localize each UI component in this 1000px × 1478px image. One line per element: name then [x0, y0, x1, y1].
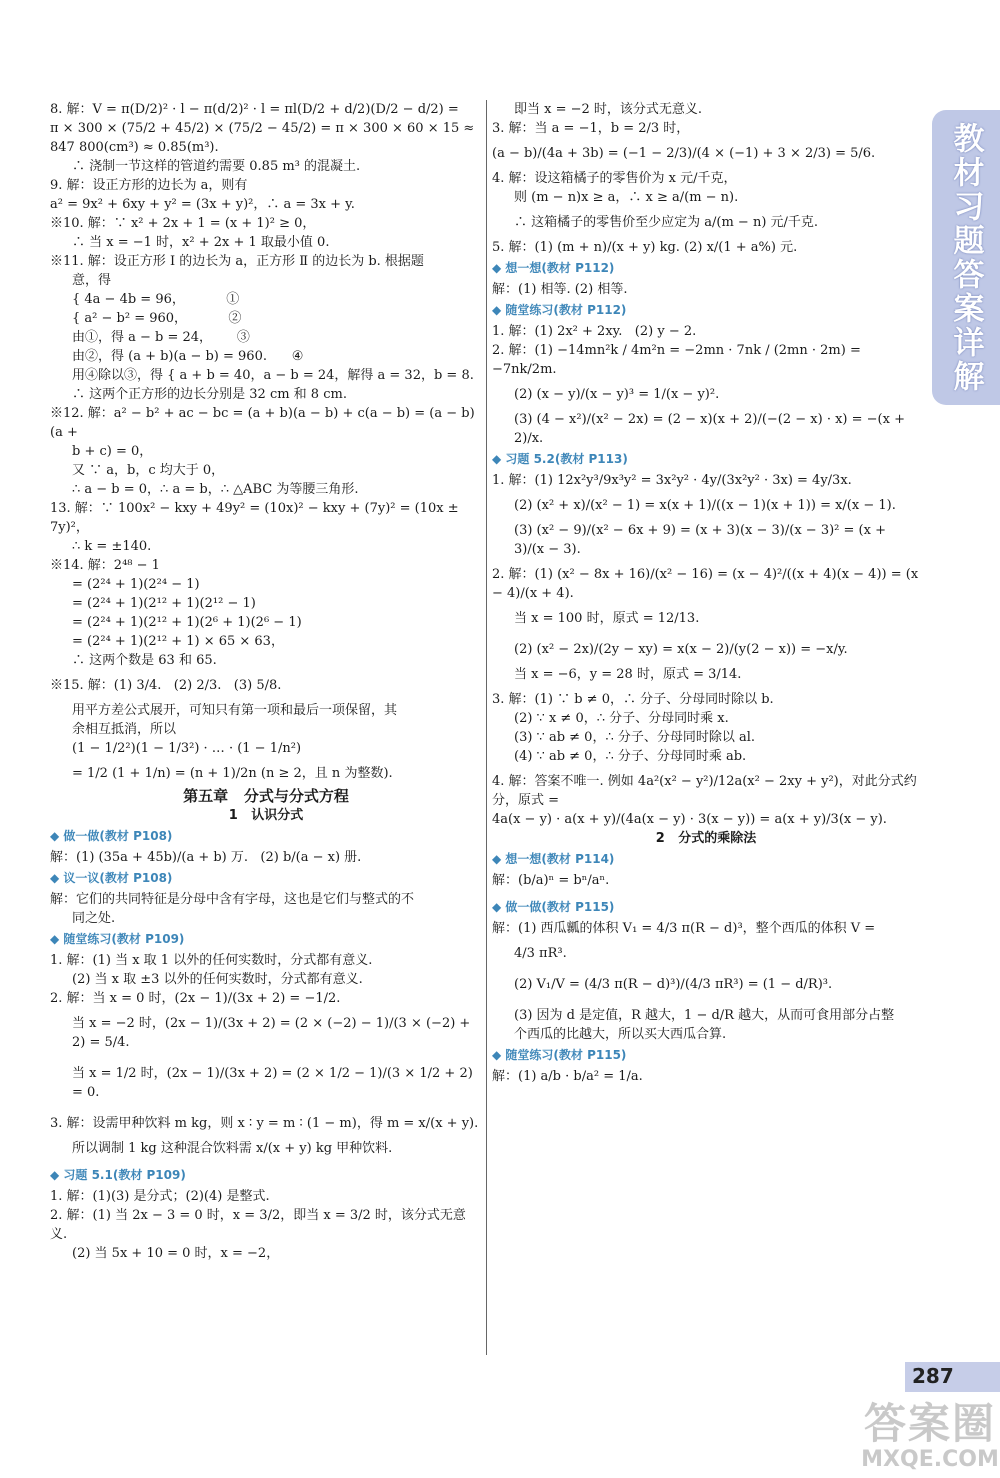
spacer	[492, 890, 920, 896]
spacer	[492, 963, 920, 975]
text-line: 3. 解：设需甲种饮料 m kg，则 x ∶ y = m ∶ (1 − m)，得 m = x/(x + y).	[50, 1116, 479, 1131]
text-line: 当 x = 100 时，原式 = 12/13.	[514, 611, 700, 626]
spacer	[50, 1102, 482, 1114]
text-line: ∴ 浇制一节这样的管道约需要 0.85 m³ 的混凝土.	[72, 159, 361, 174]
text-line: 个西瓜的比越大，所以买大西瓜合算.	[514, 1027, 727, 1042]
text-line: 1. 解：(1)(3) 是分式；(2)(4) 是整式.	[50, 1189, 270, 1204]
text-line: 用④除以③，得 { a + b = 40，a − b = 24，解得 a = 32，b = 8.	[72, 368, 474, 383]
text-line: ※15. 解：(1) 3/4. (2) 2/3. (3) 5/8.	[50, 678, 282, 693]
text-line: 9. 解：设正方形的边长为 a，则有	[50, 178, 248, 193]
text-line: 解：(1) a/b · b/a² = 1/a.	[492, 1069, 643, 1084]
section-heading: ◆ 习题 5.1(教材 P109)	[50, 1166, 482, 1185]
section-heading: ◆ 随堂练习(教材 P109)	[50, 930, 482, 949]
text-line: (2) 当 5x + 10 = 0 时，x = −2，	[72, 1246, 280, 1261]
column-divider	[486, 100, 487, 1355]
watermark-url: MXQE.COM	[861, 1447, 999, 1472]
section-heading: ◆ 做一做(教材 P115)	[492, 898, 920, 917]
text-line: 4. 解：设这箱橘子的零售价为 x 元/千克，	[492, 171, 737, 186]
text-line: = 1/2 (1 + 1/n) = (n + 1)/2n (n ≥ 2，且 n 为整数).	[72, 766, 393, 781]
text-line: (3) ∵ ab ≠ 0，∴ 分子、分母同时除以 al.	[514, 730, 756, 745]
chapter-title: 第五章 分式与分式方程	[183, 787, 349, 805]
text-line: = (2²⁴ + 1)(2²⁴ − 1)	[72, 577, 200, 592]
section-heading: ◆ 习题 5.2(教材 P113)	[492, 450, 920, 469]
section-heading: ◆ 做一做(教材 P108)	[50, 827, 482, 846]
text-line: = (2²⁴ + 1)(2¹² + 1) × 65 × 63，	[72, 634, 284, 649]
text-line: 3. 解：(1) ∵ b ≠ 0，∴ 分子、分母同时除以 b.	[492, 692, 774, 707]
text-line: 2. 解：(1) 当 2x − 3 = 0 时，x = 3/2，即当 x = 3/2 时，该分式无意义.	[50, 1208, 466, 1242]
text-line: ∴ 这两个数是 63 和 65.	[72, 653, 217, 668]
text-line: ※14. 解：2⁴⁸ − 1	[50, 558, 160, 573]
text-line: 同之处.	[72, 911, 116, 926]
section-heading: ◆ 议一议(教材 P108)	[50, 869, 482, 888]
text-line: (2) (x² − 2x)/(2y − xy) = x(x − 2)/(y(2 − x)) = −x/y.	[514, 642, 848, 657]
text-line: 4/3 πR³.	[514, 946, 567, 961]
text-line: { a² − b² = 960， ②	[72, 311, 242, 326]
section-heading: ◆ 随堂练习(教材 P115)	[492, 1046, 920, 1065]
side-tab-label: 教材习题答案详解	[947, 121, 984, 394]
text-line: (3) (4 − x²)/(x² − 2x) = (2 − x)(x + 2)/(−(2 − x) · x) = −(x + 2)/x.	[514, 412, 910, 446]
text-line: ∴ 这箱橘子的零售价至少应定为 a/(m − n) 元/千克.	[514, 215, 819, 230]
text-line: 解：(1) 西瓜瓤的体积 V₁ = 4/3 π(R − d)³，整个西瓜的体积 V =	[492, 921, 876, 936]
text-line: 解：它们的共同特征是分母中含有字母，这也是它们与整式的不	[50, 892, 415, 907]
text-line: 所以调制 1 kg 这种混合饮料需 x/(x + y) kg 甲种饮料.	[72, 1141, 393, 1156]
text-line: (2) ∵ x ≠ 0，∴ 分子、分母同时乘 x.	[514, 711, 729, 726]
text-line: = (2²⁴ + 1)(2¹² + 1)(2⁶ + 1)(2⁶ − 1)	[72, 615, 302, 630]
text-line: (4) ∵ ab ≠ 0，∴ 分子、分母同时乘 ab.	[514, 749, 747, 764]
text-line: (1 − 1/2²)(1 − 1/3²) · … · (1 − 1/n²)	[72, 741, 302, 756]
text-line: 解：(b/a)ⁿ = bⁿ/aⁿ.	[492, 873, 610, 888]
text-line: 用平方差公式展开，可知只有第一项和最后一项保留，其	[72, 703, 398, 718]
text-line: ∴ 这两个正方形的边长分别是 32 cm 和 8 cm.	[72, 387, 347, 402]
section-heading: ◆ 想一想(教材 P112)	[492, 259, 920, 278]
text-line: π × 300 × (75/2 + 45/2) × (75/2 − 45/2) = π × 300 × 60 × 15 ≈	[50, 121, 475, 136]
text-line: 3. 解：当 a = −1，b = 2/3 时，	[492, 121, 690, 136]
text-line: 5. 解：(1) (m + n)/(x + y) kg. (2) x/(1 + a%) 元.	[492, 240, 798, 255]
text-line: a² = 9x² + 6xy + y² = (3x + y)²，∴ a = 3x + y.	[50, 197, 355, 212]
text-line: 2. 解：(1) (x² − 8x + 16)/(x² − 16) = (x − 4)²/((x + 4)(x − 4)) = (x − 4)/(x + 4).	[492, 567, 923, 601]
text-line: 则 (m − n)x ≥ a，∴ x ≥ a/(m − n).	[514, 190, 739, 205]
text-line: ∴ k = ±140.	[72, 539, 152, 554]
text-line: 8. 解：V = π(D/2)² · l − π(d/2)² · l = πl(D/2 + d/2)(D/2 − d/2) =	[50, 102, 459, 117]
watermark	[860, 1400, 1000, 1478]
text-line: ※10. 解：∵ x² + 2x + 1 = (x + 1)² ≥ 0，	[50, 216, 316, 231]
text-line: 当 x = −2 时，(2x − 1)/(3x + 2) = (2 × (−2) − 1)/(3 × (−2) + 2) = 5/4.	[72, 1016, 475, 1050]
text-line: ※11. 解：设正方形 Ⅰ 的边长为 a，正方形 Ⅱ 的边长为 b. 根据题	[50, 254, 424, 269]
spacer	[50, 1052, 482, 1064]
spacer	[492, 994, 920, 1006]
text-line: 2. 解：当 x = 0 时，(2x − 1)/(3x + 2) = −1/2.	[50, 991, 341, 1006]
text-line: (3) (x² − 9)/(x² − 6x + 9) = (x + 3)(x − 3)/(x − 3)² = (x + 3)/(x − 3).	[514, 523, 891, 557]
text-line: (3) 因为 d 是定值，R 越大，1 − d/R 越大，从而可食用部分占整	[514, 1008, 895, 1023]
subsection-title: 1 认识分式	[228, 808, 304, 823]
text-line: 4. 解：答案不唯一. 例如 4a²(x² − y²)/12a(x² − 2xy + y²)，对此分式约分，原式 =	[492, 774, 917, 808]
text-line: (2) 当 x 取 ±3 以外的任何实数时，分式都有意义.	[72, 972, 363, 987]
chapter-side-tab	[932, 110, 1000, 405]
text-line: 由①，得 a − b = 24， ③	[72, 330, 250, 345]
text-line: 由②，得 (a + b)(a − b) = 960. ④	[72, 349, 304, 364]
text-line: 4a(x − y) · a(x + y)/(4a(x − y) · 3(x − y)) = a(x + y)/3(x − y).	[492, 812, 887, 827]
text-line: 解：(1) (35a + 45b)/(a + b) 万. (2) b/(a − x) 册.	[50, 850, 362, 865]
watermark-title: 答案圈	[863, 1399, 996, 1448]
text-line: 余相互抵消，所以	[72, 722, 177, 737]
text-line: 2. 解：(1) −14mn²k / 4m²n = −2mn · 7nk / (2mn · 2m) = −7nk/2m.	[492, 343, 865, 377]
text-line: 意，得	[72, 273, 112, 288]
text-line: ※12. 解：a² − b² + ac − bc = (a + b)(a − b) + c(a − b) = (a − b)(a +	[50, 406, 475, 440]
text-line: b + c) = 0，	[72, 444, 153, 459]
text-line: 当 x = −6，y = 28 时，原式 = 3/14.	[514, 667, 742, 682]
section-heading: ◆ 想一想(教材 P114)	[492, 850, 920, 869]
page-number: 287	[912, 1364, 954, 1388]
text-line: { 4a − 4b = 96， ①	[72, 292, 240, 307]
text-line: 847 800(cm³) ≈ 0.85(m³).	[50, 140, 219, 155]
subsection-title: 2 分式的乘除法	[655, 831, 757, 846]
text-line: = (2²⁴ + 1)(2¹² + 1)(2¹² − 1)	[72, 596, 256, 611]
text-line: ∴ a − b = 0，∴ a = b，∴ △ABC 为等腰三角形.	[72, 482, 359, 497]
text-line: (2) (x² + x)/(x² − 1) = x(x + 1)/((x − 1)(x + 1)) = x/(x − 1).	[514, 498, 896, 513]
text-line: 1. 解：(1) 12x²y³/9x³y² = 3x²y² · 4y/(3x²y² · 3x) = 4y/3x.	[492, 473, 852, 488]
text-line: 即当 x = −2 时，该分式无意义.	[514, 102, 703, 117]
text-line: 1. 解：(1) 当 x 取 1 以外的任何实数时，分式都有意义.	[50, 953, 373, 968]
section-heading: ◆ 随堂练习(教材 P112)	[492, 301, 920, 320]
text-line: (2) V₁/V = (4/3 π(R − d)³)/(4/3 πR³) = (1 − d/R)³.	[514, 977, 833, 992]
text-line: (2) (x − y)/(x − y)³ = 1/(x − y)².	[514, 387, 720, 402]
spacer	[50, 1158, 482, 1164]
text-line: 解：(1) 相等. (2) 相等.	[492, 282, 628, 297]
spacer	[492, 628, 920, 640]
text-line: 13. 解：∵ 100x² − kxy + 49y² = (10x)² − kxy + (7y)² = (10x ± 7y)²，	[50, 501, 463, 535]
text-line: 又 ∵ a，b，c 均大于 0，	[72, 463, 225, 478]
text-line: 1. 解：(1) 2x² + 2xy. (2) y − 2.	[492, 324, 697, 339]
right-column	[492, 100, 923, 1086]
left-column	[50, 100, 482, 1263]
text-line: 当 x = 1/2 时，(2x − 1)/(3x + 2) = (2 × 1/2 − 1)/(3 × 1/2 + 2) = 0.	[72, 1066, 477, 1100]
text-line: ∴ 当 x = −1 时，x² + 2x + 1 取最小值 0.	[72, 235, 330, 250]
text-line: (a − b)/(4a + 3b) = (−1 − 2/3)/(4 × (−1) + 3 × 2/3) = 5/6.	[492, 146, 876, 161]
